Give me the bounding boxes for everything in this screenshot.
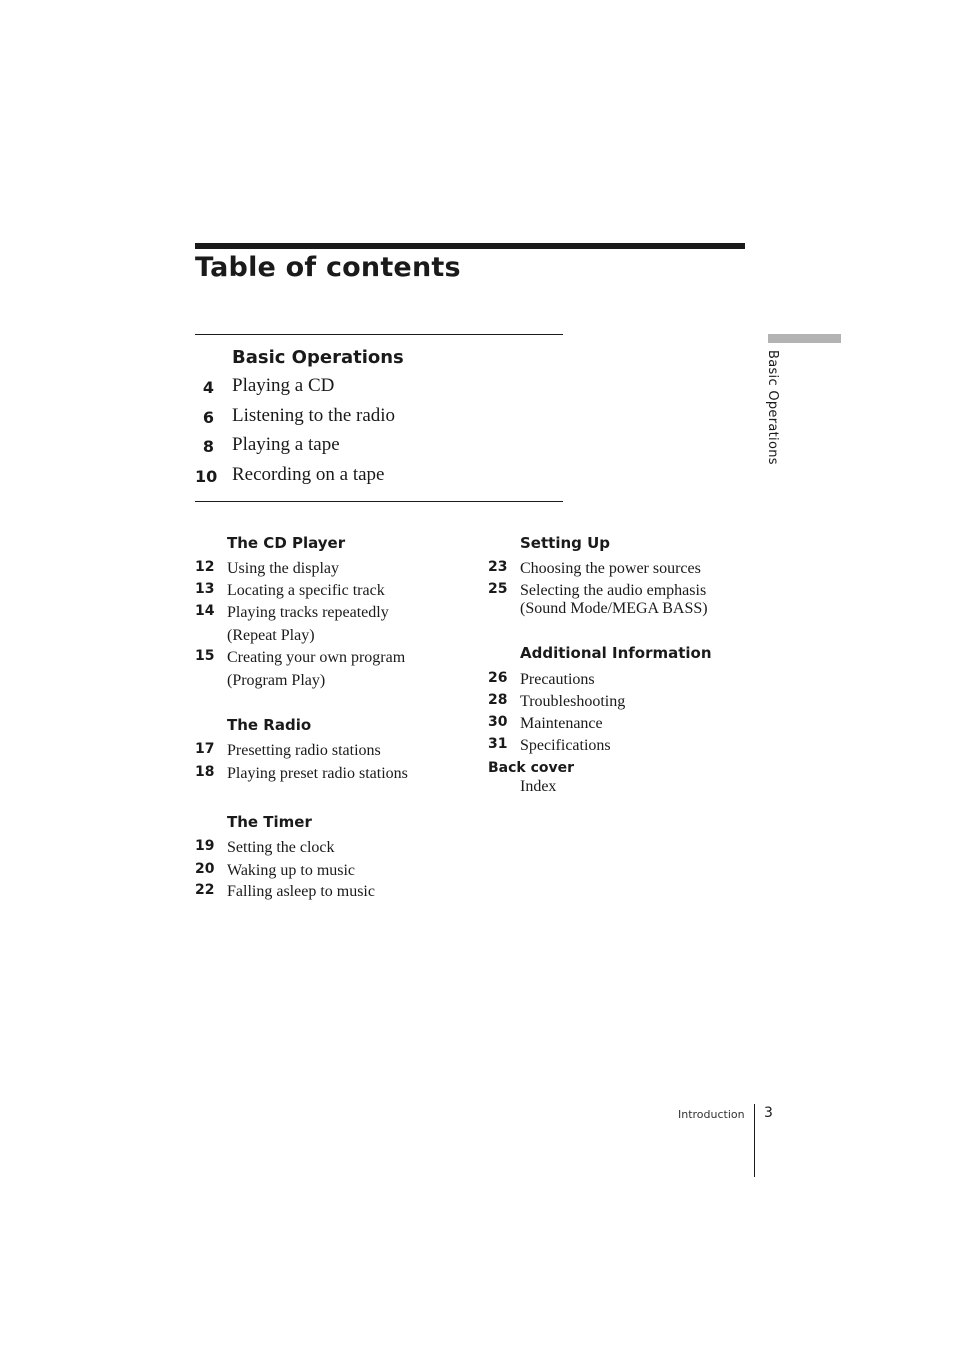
basic-operations-heading: Basic Operations	[232, 347, 404, 368]
toc-page-number: 17	[195, 741, 215, 757]
toc-page-number: 28	[488, 692, 508, 708]
footer-section-label: Introduction	[678, 1108, 745, 1121]
toc-entry-label: Playing preset radio stations	[227, 765, 408, 782]
toc-entry-label: Falling asleep to music	[227, 883, 375, 900]
toc-page-number: 25	[488, 581, 508, 597]
toc-entry-label: Recording on a tape	[232, 463, 385, 485]
page-title: Table of contents	[195, 252, 461, 283]
toc-page-number: 13	[195, 581, 215, 597]
toc-entry-label: Listening to the radio	[232, 404, 396, 426]
toc-entry-label: Index	[520, 778, 557, 795]
toc-entry-label: Locating a specific track	[227, 582, 385, 599]
setting-up-heading: Setting Up	[520, 534, 611, 552]
toc-entry-label-continued: (Program Play)	[227, 672, 326, 689]
toc-entry-label: Waking up to music	[227, 862, 356, 879]
toc-page-number: 8	[202, 437, 214, 456]
toc-entry-label: Presetting radio stations	[227, 742, 381, 759]
toc-page-number: 14	[195, 603, 215, 619]
toc-entry-label: Specifications	[520, 737, 611, 754]
toc-entry-label: Selecting the audio emphasis	[520, 582, 707, 599]
toc-page-number: 30	[488, 714, 508, 730]
toc-entry-label: Maintenance	[520, 715, 603, 732]
toc-page-number: 18	[195, 764, 215, 780]
side-tab-bar	[768, 334, 841, 343]
toc-entry-label: Using the display	[227, 560, 339, 577]
toc-entry-label: Playing a tape	[232, 434, 340, 455]
toc-page-number: 23	[488, 559, 508, 575]
toc-page-number: 26	[488, 670, 508, 686]
basic-operations-box	[195, 334, 563, 502]
cd-player-heading: The CD Player	[227, 534, 346, 552]
toc-page-number: 10	[195, 466, 218, 486]
toc-entry-label: Playing a CD	[232, 375, 335, 396]
toc-entry-label: Troubleshooting	[520, 693, 626, 710]
toc-page-number: 12	[195, 559, 215, 575]
radio-heading: The Radio	[227, 716, 312, 734]
side-tab-label: Basic Operations	[765, 350, 780, 465]
footer-rule	[754, 1104, 755, 1177]
toc-entry-label: Precautions	[520, 671, 595, 688]
timer-heading: The Timer	[227, 813, 312, 831]
toc-page-number: 19	[195, 838, 215, 854]
toc-page-number: 4	[202, 378, 214, 397]
toc-entry-label: Choosing the power sources	[520, 560, 701, 577]
toc-page-number: 22	[195, 882, 215, 898]
toc-page-number: 31	[488, 736, 508, 752]
toc-entry-label: Creating your own program	[227, 649, 406, 666]
toc-entry-label: Setting the clock	[227, 839, 335, 856]
toc-entry-label: Playing tracks repeatedly	[227, 604, 389, 621]
toc-page-number: 6	[202, 407, 214, 427]
additional-information-heading: Additional Information	[520, 644, 712, 662]
toc-page-number: 20	[195, 861, 215, 877]
toc-page-number: 15	[195, 648, 215, 664]
title-rule	[195, 243, 745, 249]
toc-back-cover-label: Back cover	[488, 760, 575, 776]
toc-entry-label-continued: (Sound Mode/MEGA BASS)	[520, 600, 708, 617]
page-number: 3	[764, 1105, 773, 1121]
toc-entry-label-continued: (Repeat Play)	[227, 627, 315, 644]
